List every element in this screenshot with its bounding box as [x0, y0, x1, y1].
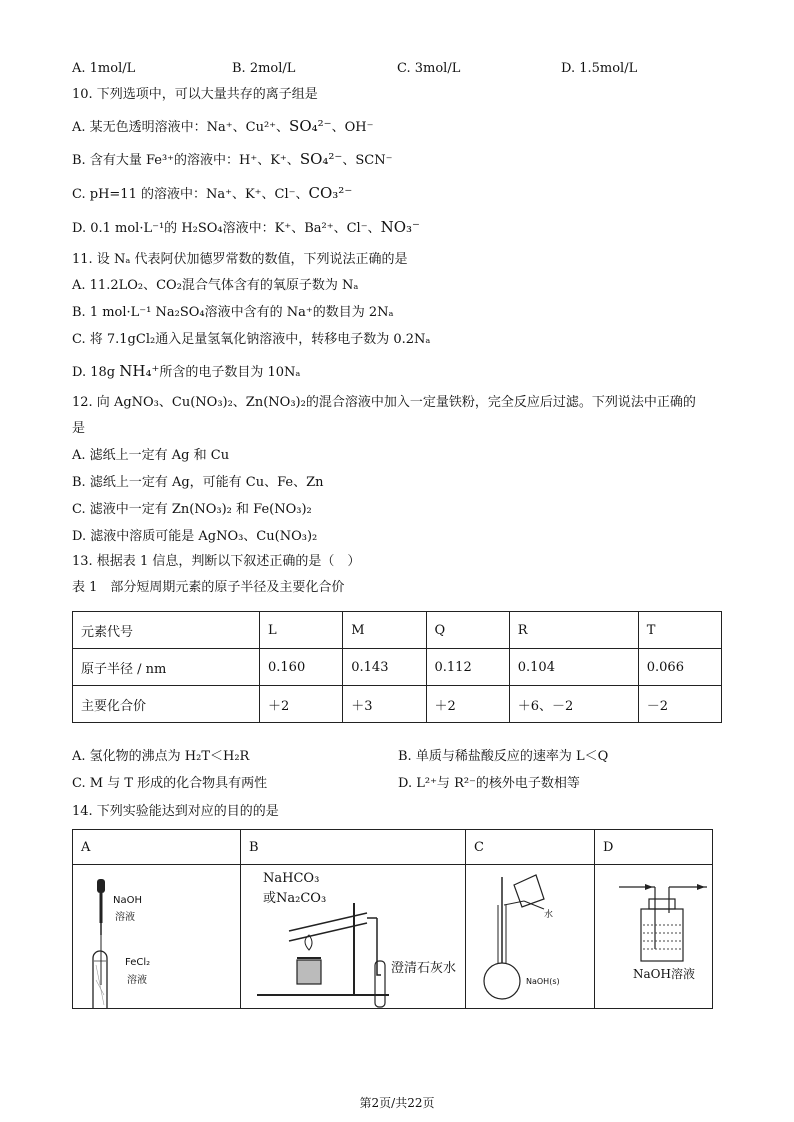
- q11-stem: 11. 设 Nₐ 代表阿伏加德罗常数的数值，下列说法正确的是: [72, 252, 408, 267]
- dropper-testtube-diagram: [81, 865, 248, 1008]
- experiment-table: [72, 829, 713, 1009]
- q11-option-d: D. 18g NH₄⁺所含的电子数目为 10Nₐ: [72, 362, 301, 380]
- q12-option-a: A. 滤纸上一定有 Ag 和 Cu: [72, 448, 230, 463]
- figure-b: [241, 865, 466, 1009]
- q12-option-d: D. 滤液中溶质可能是 AgNO₃、Cu(NO₃)₂: [72, 529, 318, 544]
- q9-option-a: A. 1mol/L: [72, 61, 136, 76]
- table-cell: 0.066: [638, 649, 721, 686]
- label-naoh-solution: 溶液: [115, 912, 135, 923]
- gas-washing-bottle-diagram: [603, 865, 723, 1008]
- q13-option-d: D. L²⁺与 R²⁻的核外电子数相等: [398, 776, 580, 791]
- q9-options: [72, 60, 722, 78]
- q10-stem: 10. 下列选项中，可以大量共存的离子组是: [72, 87, 318, 102]
- table-row: [73, 830, 713, 865]
- table-cell: Q: [426, 612, 509, 649]
- table-cell: 0.112: [426, 649, 509, 686]
- table-cell: M: [343, 612, 426, 649]
- label-limewater: 澄清石灰水: [391, 961, 457, 976]
- q14-stem: 14. 下列实验能达到对应的目的的是: [72, 804, 279, 819]
- q10-option-d: D. 0.1 mol·L⁻¹的 H₂SO₄溶液中：K⁺、Ba²⁺、Cl⁻、NO₃⁻: [72, 218, 420, 236]
- label-fecl2: FeCl₂: [125, 957, 151, 968]
- table-cell: L: [260, 612, 343, 649]
- table-row: [73, 649, 722, 686]
- q9-option-c: C. 3mol/L: [397, 61, 461, 76]
- q9-option-b: B. 2mol/L: [232, 61, 296, 76]
- label-na2co3: 或Na₂CO₃: [263, 891, 327, 906]
- q11-option-c: C. 将 7.1gCl₂通入足量氢氧化钠溶液中，转移电子数为 0.2Nₐ: [72, 332, 431, 347]
- header-c: C: [466, 830, 595, 865]
- q13-option-a: A. 氢化物的沸点为 H₂T＜H₂R: [72, 749, 250, 764]
- table-row: [73, 612, 722, 649]
- table-cell: ＋6、－2: [509, 686, 638, 723]
- table-row: [73, 865, 713, 1009]
- header-a: A: [73, 830, 241, 865]
- table-caption: 表 1 部分短周期元素的原子半径及主要化合价: [72, 580, 345, 595]
- q12-stem: 12. 向 AgNO₃、Cu(NO₃)₂、Zn(NO₃)₂的混合溶液中加入一定量铁粉，完全反应后过滤。下列说法中正确的: [72, 395, 696, 410]
- table-cell: 0.104: [509, 649, 638, 686]
- page-footer: 第2页/共22页: [359, 1096, 435, 1110]
- table-cell: ＋2: [426, 686, 509, 723]
- element-table: [72, 611, 722, 723]
- q11-option-b: B. 1 mol·L⁻¹ Na₂SO₄溶液中含有的 Na⁺的数目为 2Nₐ: [72, 305, 394, 320]
- table-cell: R: [509, 612, 638, 649]
- table-cell: 原子半径 / nm: [73, 649, 260, 686]
- q13-option-c: C. M 与 T 形成的化合物具有两性: [72, 776, 268, 791]
- table-cell: ＋2: [260, 686, 343, 723]
- label-naoh: NaOH: [113, 895, 142, 906]
- header-b: B: [241, 830, 466, 865]
- q12-option-b: B. 滤纸上一定有 Ag，可能有 Cu、Fe、Zn: [72, 475, 324, 490]
- header-d: D: [595, 830, 713, 865]
- table-cell: 0.143: [343, 649, 426, 686]
- figure-c: [466, 865, 595, 1009]
- table-cell: －2: [638, 686, 721, 723]
- table-cell: 主要化合价: [73, 686, 260, 723]
- table-cell: 0.160: [260, 649, 343, 686]
- q13-stem: 13. 根据表 1 信息，判断以下叙述正确的是（ ）: [72, 554, 361, 569]
- figure-d: [595, 865, 713, 1009]
- table-cell: T: [638, 612, 721, 649]
- q10-option-a: A. 某无色透明溶液中：Na⁺、Cu²⁺、SO₄²⁻、OH⁻: [72, 117, 374, 135]
- table-row: [73, 686, 722, 723]
- q12-stem-cont: 是: [72, 421, 86, 436]
- volumetric-flask-diagram: [474, 865, 602, 1008]
- table-cell: 元素代号: [73, 612, 260, 649]
- q12-option-c: C. 滤液中一定有 Zn(NO₃)₂ 和 Fe(NO₃)₂: [72, 502, 312, 517]
- table-cell: ＋3: [343, 686, 426, 723]
- label-naoh-solid: NaOH(s): [526, 977, 560, 986]
- q10-option-b: B. 含有大量 Fe³⁺的溶液中：H⁺、K⁺、SO₄²⁻、SCN⁻: [72, 150, 393, 168]
- q11-option-a: A. 11.2LO₂、CO₂混合气体含有的氧原子数为 Nₐ: [72, 278, 359, 293]
- q9-option-d: D. 1.5mol/L: [561, 61, 638, 76]
- label-water: 水: [544, 910, 554, 920]
- figure-a: [73, 865, 241, 1009]
- label-fecl2-solution: 溶液: [127, 975, 147, 986]
- label-naoh-solution-d: NaOH溶液: [633, 967, 695, 981]
- q10-option-c: C. pH=11 的溶液中：Na⁺、K⁺、Cl⁻、CO₃²⁻: [72, 184, 353, 202]
- q13-option-b: B. 单质与稀盐酸反应的速率为 L＜Q: [398, 749, 609, 764]
- label-nahco3: NaHCO₃: [263, 871, 320, 886]
